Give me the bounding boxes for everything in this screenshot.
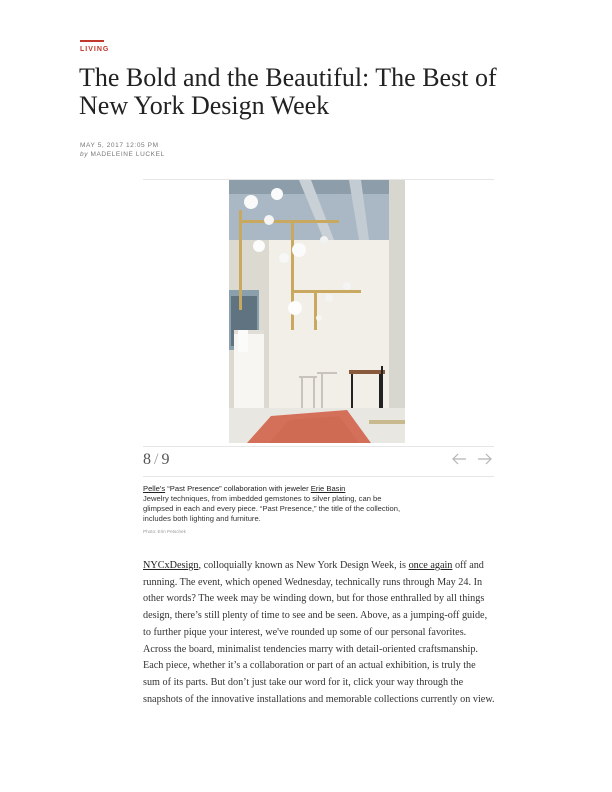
body-text-1: , colloquially known as New York Design Week, is [198, 560, 409, 571]
section-accent-rule [80, 40, 104, 42]
slide-caption [143, 484, 413, 524]
slide-current: 8 [143, 451, 151, 468]
article-body [143, 558, 495, 708]
article-title: The Bold and the Beautiful: The Best of New York Design Week [79, 63, 497, 120]
byline-prefix: by [80, 151, 89, 158]
slideshow-photo[interactable] [229, 180, 405, 443]
slide-total: 9 [161, 451, 170, 468]
arrow-right-icon[interactable] [476, 450, 494, 468]
body-text-2: off and running. The event, which opened Wednesday, technically runs through May 24. In other words? The week may be winding down, but for those enthralled by all things design, there’s still plenty of time to see and be seen. Above, as a jumping-off guide, to further pique your interest, we've rounded up some of our personal favorites. Across the board, minimalist tendencies marry with detail-oriented craftsmanship. Each piece, whether it’s a collaboration or part of an actual exhibition, is truly the sum of its parts. But don’t just take our word for it, click your way through the snapshots of the innovative installations and memorable collections currently on view. [143, 560, 495, 705]
slide-counter-separator: / [154, 451, 159, 468]
publish-date: MAY 5, 2017 12:05 PM [80, 142, 159, 149]
article-meta [80, 141, 165, 159]
body-link-once-again[interactable]: once again [408, 560, 453, 571]
slideshow-nav [450, 450, 494, 468]
section-label[interactable]: LIVING [80, 46, 110, 53]
slideshow-divider-bottom [143, 476, 494, 477]
caption-link-erie-basin[interactable]: Erie Basin [310, 484, 346, 493]
caption-headline-text: “Past Presence” collaboration with jeweler [165, 484, 311, 493]
arrow-left-icon[interactable] [450, 450, 468, 468]
caption-body: Jewelry techniques, from imbedded gemstones to silver plating, can be glimpsed in each and every piece. “Past Presence,” the title of the collection, includes both lighting and furniture. [143, 494, 401, 523]
caption-link-pelle[interactable]: Pelle's [143, 484, 166, 493]
author-name[interactable]: MADELEINE LUCKEL [90, 151, 165, 158]
photo-credit: Photo: Erin Petschek [143, 529, 186, 534]
body-link-nycxdesign[interactable]: NYCxDesign [143, 560, 199, 571]
slide-counter [143, 451, 169, 469]
slideshow-divider-mid [143, 446, 494, 447]
